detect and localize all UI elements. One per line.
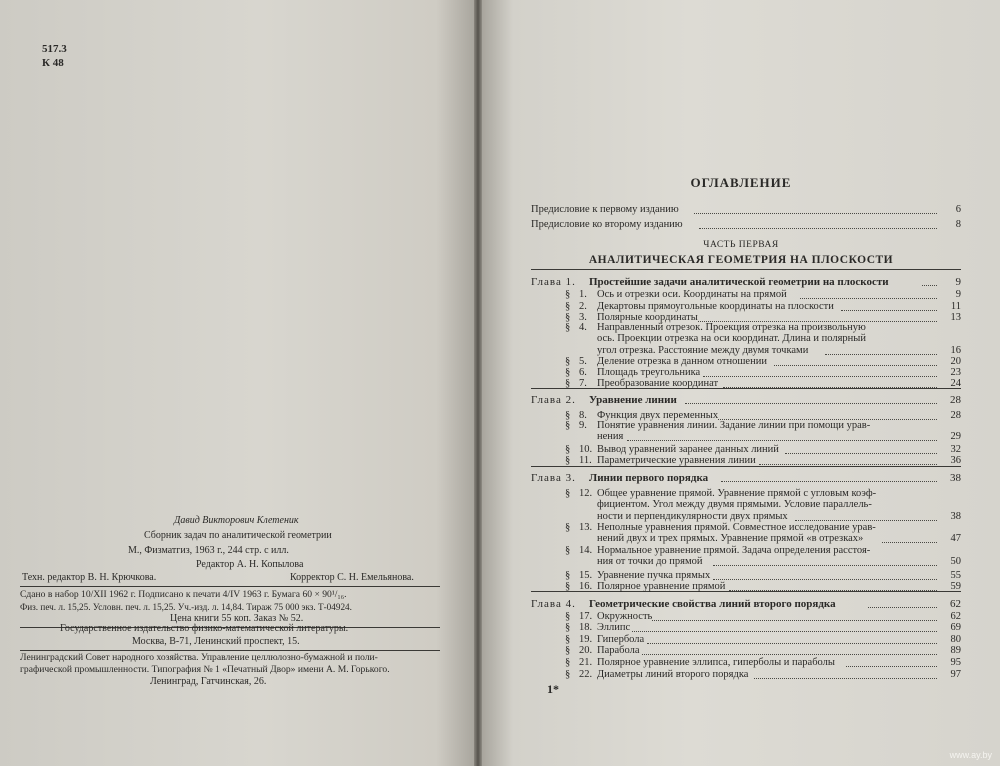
toc-page-number: 6 <box>955 204 961 215</box>
section-symbol: § <box>565 312 571 323</box>
part-title: АНАЛИТИЧЕСКАЯ ГЕОМЕТРИЯ НА ПЛОСКОСТИ <box>588 254 894 266</box>
toc-page-number: 95 <box>950 657 961 668</box>
printer-line-2: графической промышленности. Типография № 1 «Печатный Двор» имени А. М. Горького. <box>20 664 390 675</box>
chapter-separator <box>531 269 961 270</box>
toc-section-row <box>531 488 961 524</box>
section-title-line: Преобразование координат <box>597 378 719 389</box>
section-title-line: Нормальное уравнение прямой. Задача определения расстоя- <box>597 545 871 556</box>
section-title-line: Площадь треугольника <box>597 367 701 378</box>
section-title-line: Декартовы прямоугольные координаты на плоскости <box>597 301 834 312</box>
print-details-1: Сдано в набор 10/XII 1962 г. Подписано к печати 4/IV 1963 г. Бумага 60 × 90¹/₁₆. <box>20 589 347 600</box>
section-title-line: угол отрезка. Расстояние между двумя точками <box>597 344 809 356</box>
section-title-line: нений двух и трех прямых. Уравнение прямой «в отрезках» <box>597 533 864 545</box>
section-number: 18. <box>579 622 593 633</box>
chapter-title: Уравнение линии <box>589 394 677 406</box>
section-title-line: нения <box>597 431 624 443</box>
book-title: Сборник задач по аналитической геометрии <box>144 530 332 541</box>
section-number: 20. <box>579 645 593 656</box>
chapter-title: Линии первого порядка <box>589 472 709 484</box>
part-label: ЧАСТЬ ПЕРВАЯ <box>703 240 779 250</box>
section-title-line: ния от точки до прямой <box>597 556 703 568</box>
toc-page-number: 13 <box>950 312 961 323</box>
publishing-house: Государственное издательство физико-математической литературы. <box>60 623 349 634</box>
publishing-address: Москва, В-71, Ленинский проспект, 15. <box>132 636 300 647</box>
section-symbol: § <box>565 455 571 466</box>
toc-section-row <box>531 545 961 569</box>
dot-leader <box>795 508 937 521</box>
section-symbol: § <box>565 669 571 680</box>
chapter-prefix: Глава 4. <box>531 598 576 610</box>
section-title-line: Парабола <box>597 645 640 656</box>
toc-chapter-row <box>531 472 961 484</box>
udc-code: 517.3 <box>42 43 67 55</box>
dot-leader <box>729 578 938 591</box>
watermark: www.ay.by <box>949 750 992 760</box>
section-symbol: § <box>565 289 571 300</box>
section-title-line: Гипербола <box>597 634 645 645</box>
author-name: Давид Викторович Клетеник <box>174 515 299 526</box>
toc-page-number: 29 <box>950 431 961 443</box>
toc-page-number: 9 <box>955 276 961 288</box>
section-number: 22. <box>579 669 593 680</box>
toc-section-row <box>531 455 961 467</box>
section-number: 11. <box>579 455 592 466</box>
section-number: 8. <box>579 410 587 421</box>
toc-section-row <box>531 378 961 390</box>
section-symbol: § <box>565 622 571 633</box>
toc-page-number: 38 <box>950 510 961 522</box>
section-title-line: Деление отрезка в данном отношении <box>597 356 767 367</box>
section-title-line: Полярные координаты <box>597 312 698 323</box>
toc-entry-label: Предисловие к первому изданию <box>531 204 679 215</box>
section-symbol: § <box>565 581 571 592</box>
toc-entry-label: Предисловие ко второму изданию <box>531 219 683 230</box>
toc-page-number: 8 <box>955 219 961 230</box>
dot-leader <box>759 452 937 465</box>
toc-section-row <box>531 522 961 546</box>
toc-page-number: 89 <box>950 645 961 656</box>
section-symbol: § <box>565 410 571 421</box>
toc-page-number: 97 <box>950 669 961 680</box>
signature-mark: 1* <box>547 682 559 696</box>
toc-page-number: 59 <box>950 581 961 592</box>
section-number: 16. <box>579 581 593 592</box>
section-title-line: Неполные уравнения прямой. Совместное исследование урав- <box>597 522 876 533</box>
toc-page-number: 62 <box>950 598 961 610</box>
toc-section-row <box>531 669 961 681</box>
section-number: 21. <box>579 657 593 668</box>
toc-page-number: 11 <box>950 301 961 312</box>
toc-page-number: 36 <box>950 455 961 466</box>
dot-leader <box>627 428 938 441</box>
section-number: 4. <box>579 322 587 333</box>
toc-page-number: 38 <box>950 472 961 484</box>
section-title-line: Полярное уравнение прямой <box>597 581 726 592</box>
section-number: 12. <box>579 488 593 499</box>
section-title-line: Уравнение пучка прямых <box>597 570 711 581</box>
toc-preface-row <box>531 219 961 231</box>
section-symbol: § <box>565 444 571 455</box>
section-title-line: Функция двух переменных <box>597 410 719 421</box>
section-symbol: § <box>565 301 571 312</box>
section-symbol: § <box>565 570 571 581</box>
dot-leader <box>754 666 937 679</box>
section-symbol: § <box>565 645 571 656</box>
section-number: 19. <box>579 634 593 645</box>
toc-page-number: 24 <box>950 378 961 389</box>
dot-leader <box>699 216 937 229</box>
dot-leader <box>868 595 938 608</box>
toc-page-number: 69 <box>950 622 961 633</box>
toc-chapter-row <box>531 394 961 406</box>
toc-page-number: 50 <box>950 556 961 568</box>
section-number: 10. <box>579 444 593 455</box>
dot-leader <box>723 375 937 388</box>
chapter-prefix: Глава 2. <box>531 394 576 406</box>
chapter-title: Простейшие задачи аналитической геометрии на плоскости <box>589 276 889 288</box>
printer-line-3: Ленинград, Гатчинская, 26. <box>150 676 267 687</box>
toc-section-row <box>531 581 961 593</box>
dot-leader <box>922 273 937 286</box>
library-code: К 48 <box>42 57 64 69</box>
section-number: 15. <box>579 570 593 581</box>
section-number: 1. <box>579 289 587 300</box>
section-number: 3. <box>579 312 587 323</box>
section-number: 6. <box>579 367 587 378</box>
section-title-line: ось. Проекции отрезка на оси координат. Длина и полярный <box>597 333 866 345</box>
section-title-line: ности и перпендикулярности двух прямых <box>597 510 788 522</box>
toc-page-number: 32 <box>950 444 961 455</box>
section-symbol: § <box>565 634 571 645</box>
section-symbol: § <box>565 522 571 533</box>
chapter-prefix: Глава 3. <box>531 472 576 484</box>
section-number: 7. <box>579 378 587 389</box>
toc-page-number: 16 <box>950 344 961 356</box>
publisher-line: М., Физматгиз, 1963 г., 244 стр. с илл. <box>128 545 289 556</box>
section-symbol: § <box>565 378 571 389</box>
section-symbol: § <box>565 367 571 378</box>
dot-leader <box>685 391 938 404</box>
toc-page-number: 55 <box>950 570 961 581</box>
section-symbol: § <box>565 611 571 622</box>
dot-leader <box>718 407 937 420</box>
book-gutter <box>474 0 482 766</box>
section-number: 13. <box>579 522 593 533</box>
section-symbol: § <box>565 356 571 367</box>
section-number: 17. <box>579 611 593 622</box>
toc-page-number: 47 <box>950 533 961 545</box>
toc-page-number: 62 <box>950 611 961 622</box>
section-title-line: Направленный отрезок. Проекция отрезка на произвольную <box>597 322 866 333</box>
divider <box>20 650 440 651</box>
section-title-line: Понятие уравнения линии. Задание линии при помощи урав- <box>597 420 871 431</box>
section-symbol: § <box>565 488 571 499</box>
toc-heading: ОГЛАВЛЕНИЕ <box>690 175 792 190</box>
print-details-3: Цена книги 55 коп. Заказ № 52. <box>170 613 304 624</box>
section-symbol: § <box>565 657 571 668</box>
section-title-line: Вывод уравнений заранее данных линий <box>597 444 779 455</box>
section-title-line: Ось и отрезки оси. Координаты на прямой <box>597 289 787 300</box>
dot-leader <box>882 530 938 543</box>
section-symbol: § <box>565 545 571 556</box>
dot-leader <box>721 469 937 482</box>
chapter-prefix: Глава 1. <box>531 276 576 288</box>
toc-page-number: 28 <box>950 410 961 421</box>
print-details-2: Физ. печ. л. 15,25. Условн. печ. л. 15,25. Уч.-изд. л. 14,84. Тираж 75 000 экз. Т-04924. <box>20 602 352 612</box>
toc-page-number: 9 <box>955 289 961 300</box>
section-symbol: § <box>565 322 571 333</box>
section-title-line: Параметрические уравнения линии <box>597 455 756 466</box>
section-number: 5. <box>579 356 587 367</box>
dot-leader <box>694 201 937 214</box>
section-title-line: фициентом. Угол между двумя прямыми. Условие параллель- <box>597 499 872 511</box>
section-number: 9. <box>579 420 587 431</box>
section-symbol: § <box>565 420 571 431</box>
dot-leader <box>698 309 937 322</box>
section-number: 14. <box>579 545 593 556</box>
section-title-line: Общее уравнение прямой. Уравнение прямой с угловым коэф- <box>597 488 877 499</box>
printer-line-1: Ленинградский Совет народного хозяйства. Управление целлюлозно-бумажной и поли- <box>20 652 378 663</box>
section-number: 2. <box>579 301 587 312</box>
section-title-line: Диаметры линий второго порядка <box>597 669 749 680</box>
section-title-line: Окружность <box>597 611 653 622</box>
corrector-line: Корректор С. Н. Емельянова. <box>290 572 414 583</box>
toc-page-number: 28 <box>950 394 961 406</box>
section-title-line: Эллипс <box>597 622 631 633</box>
toc-page-number: 80 <box>950 634 961 645</box>
toc-page-number: 23 <box>950 367 961 378</box>
editor-line: Редактор А. Н. Копылова <box>196 559 304 570</box>
divider <box>20 586 440 587</box>
toc-preface-row <box>531 204 961 216</box>
toc-page-number: 20 <box>950 356 961 367</box>
chapter-title: Геометрические свойства линий второго порядка <box>589 598 836 610</box>
tech-editor-line: Техн. редактор В. Н. Крючкова. <box>22 572 157 583</box>
section-title-line: Полярное уравнение эллипса, гиперболы и параболы <box>597 657 835 668</box>
dot-leader <box>713 553 937 566</box>
